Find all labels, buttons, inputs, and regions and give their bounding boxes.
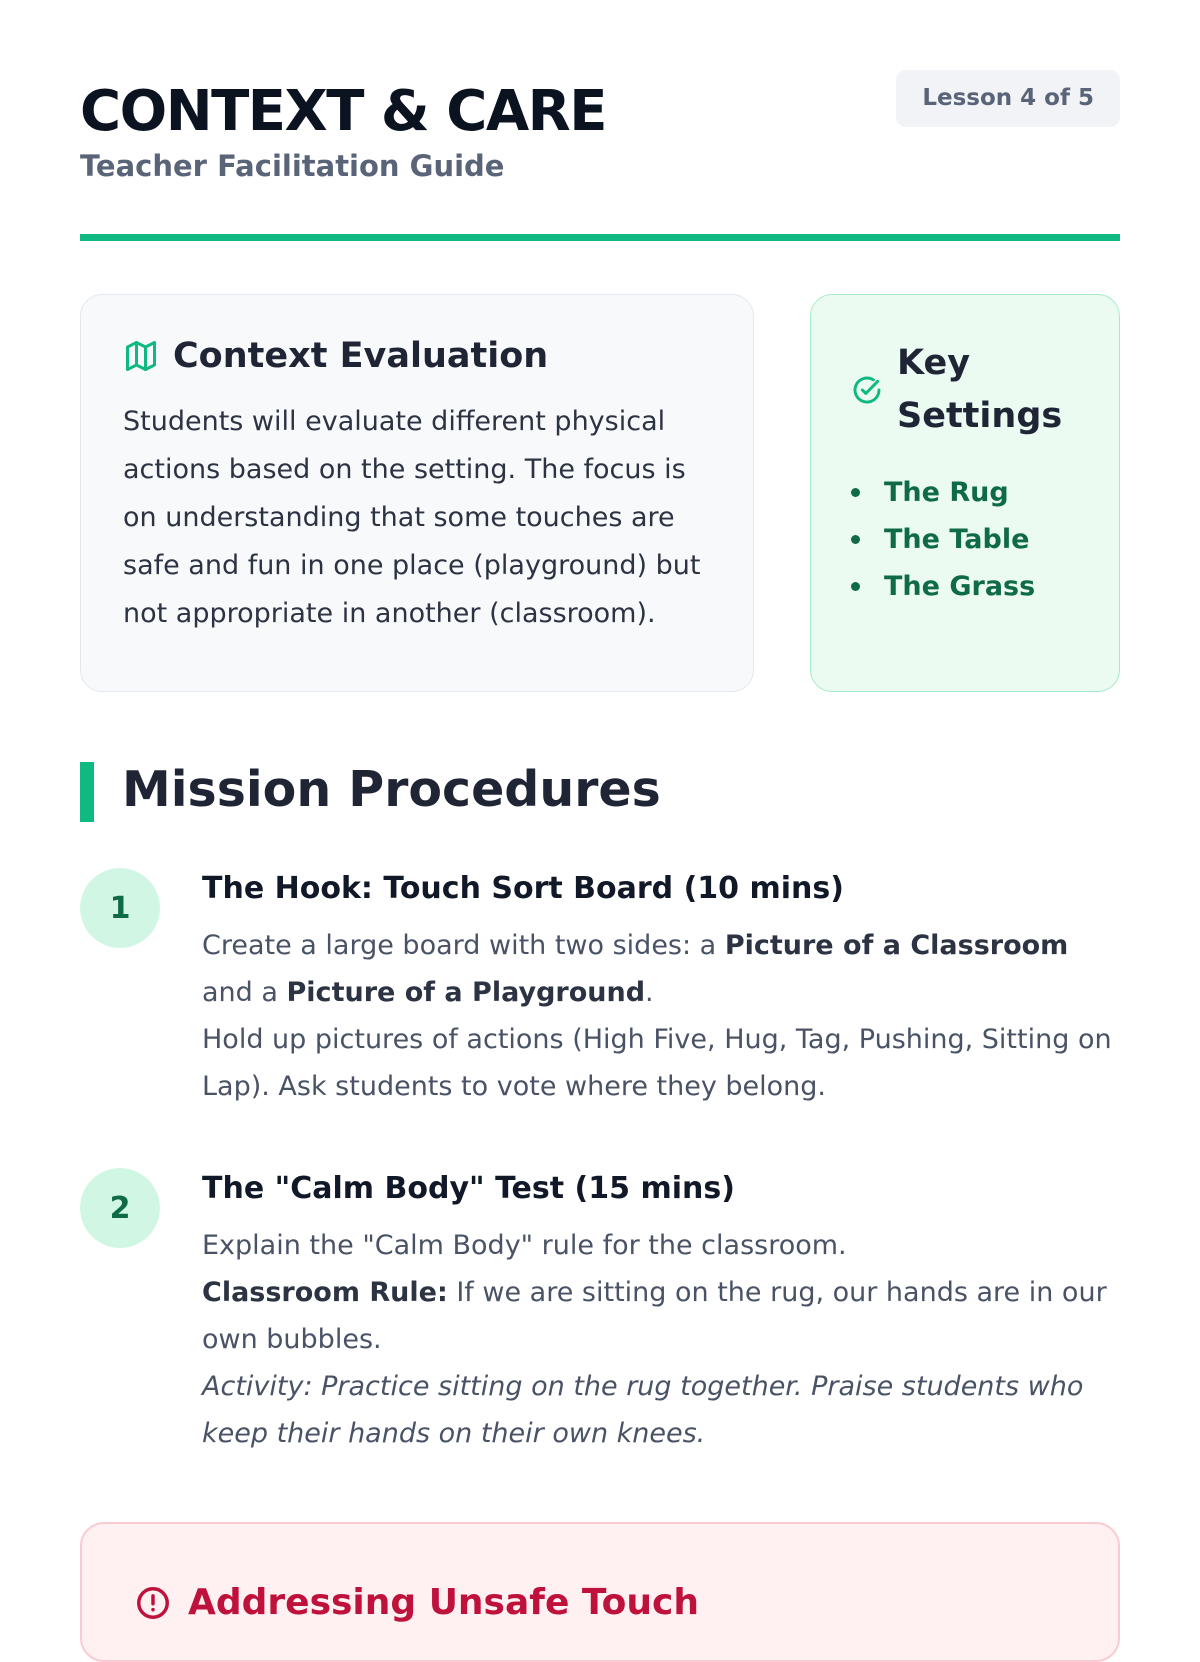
step-content bbox=[202, 1168, 1112, 1457]
context-evaluation-title: Context Evaluation bbox=[173, 336, 549, 376]
step-text-segment: . bbox=[645, 977, 654, 1008]
step-description bbox=[202, 922, 1112, 1110]
check-circle-icon bbox=[851, 374, 883, 406]
step-paragraph: Hold up pictures of actions (High Five, Hug, Tag, Pushing, Sitting on Lap). Ask students to vote where they belong. bbox=[202, 1024, 1112, 1102]
alert-circle-icon bbox=[134, 1584, 172, 1622]
step-content bbox=[202, 868, 1112, 1110]
key-settings-title-line2: Settings bbox=[897, 396, 1063, 436]
step-emphasis: Picture of a Classroom bbox=[724, 930, 1069, 961]
step-number: 1 bbox=[80, 868, 160, 948]
key-settings-list bbox=[851, 469, 1089, 610]
step-description bbox=[202, 1222, 1112, 1457]
list-item bbox=[851, 563, 1089, 610]
list-item bbox=[851, 469, 1089, 516]
section-title: Mission Procedures bbox=[122, 761, 661, 818]
lesson-badge: Lesson 4 of 5 bbox=[896, 70, 1120, 127]
section-accent-bar bbox=[80, 762, 94, 822]
step-emphasis: Picture of a Playground bbox=[286, 977, 646, 1008]
key-settings-title-line1: Key bbox=[897, 343, 971, 383]
activity-note: Activity: Practice sitting on the rug together. Praise students who keep their hands on their own knees. bbox=[202, 1371, 1084, 1449]
setting-label: The Rug bbox=[884, 477, 1009, 508]
step-paragraph: Explain the "Calm Body" rule for the classroom. bbox=[202, 1230, 847, 1261]
list-item bbox=[851, 516, 1089, 563]
step-text-segment: Create a large board with two sides: a bbox=[202, 930, 725, 961]
step-title: The "Calm Body" Test (15 mins) bbox=[202, 1171, 735, 1206]
page-title: CONTEXT & CARE bbox=[80, 79, 607, 144]
key-settings-card bbox=[810, 294, 1120, 692]
key-settings-title bbox=[897, 337, 1062, 443]
rule-label: Classroom Rule: bbox=[202, 1277, 448, 1308]
map-icon bbox=[123, 338, 159, 374]
context-evaluation-heading bbox=[123, 337, 713, 376]
bullet-icon bbox=[851, 488, 860, 497]
bullet-icon bbox=[851, 582, 860, 591]
setting-label: The Table bbox=[884, 524, 1030, 555]
bullet-icon bbox=[851, 535, 860, 544]
page-subtitle: Teacher Facilitation Guide bbox=[80, 149, 505, 183]
step-paragraph bbox=[202, 1269, 1112, 1363]
page-header bbox=[80, 70, 1120, 230]
step-text-segment: and a bbox=[202, 977, 287, 1008]
context-evaluation-card bbox=[80, 294, 754, 692]
step-title: The Hook: Touch Sort Board (10 mins) bbox=[202, 871, 844, 906]
unsafe-touch-alert-card bbox=[80, 1522, 1120, 1662]
setting-label: The Grass bbox=[884, 571, 1036, 602]
alert-title: Addressing Unsafe Touch bbox=[188, 1582, 699, 1623]
context-evaluation-body: Students will evaluate different physical actions based on the setting. The focus is on understanding that some touches are safe and fun in one place (playground) but not appropriate in another (classroom). bbox=[123, 405, 701, 629]
key-settings-heading bbox=[851, 337, 1089, 443]
header-divider bbox=[80, 234, 1120, 241]
rule-text: If we are sitting on the rug, our hands are in our own bubbles. bbox=[202, 1277, 1107, 1355]
alert-heading bbox=[134, 1584, 699, 1622]
step-paragraph bbox=[202, 922, 1112, 1016]
step-number: 2 bbox=[80, 1168, 160, 1248]
